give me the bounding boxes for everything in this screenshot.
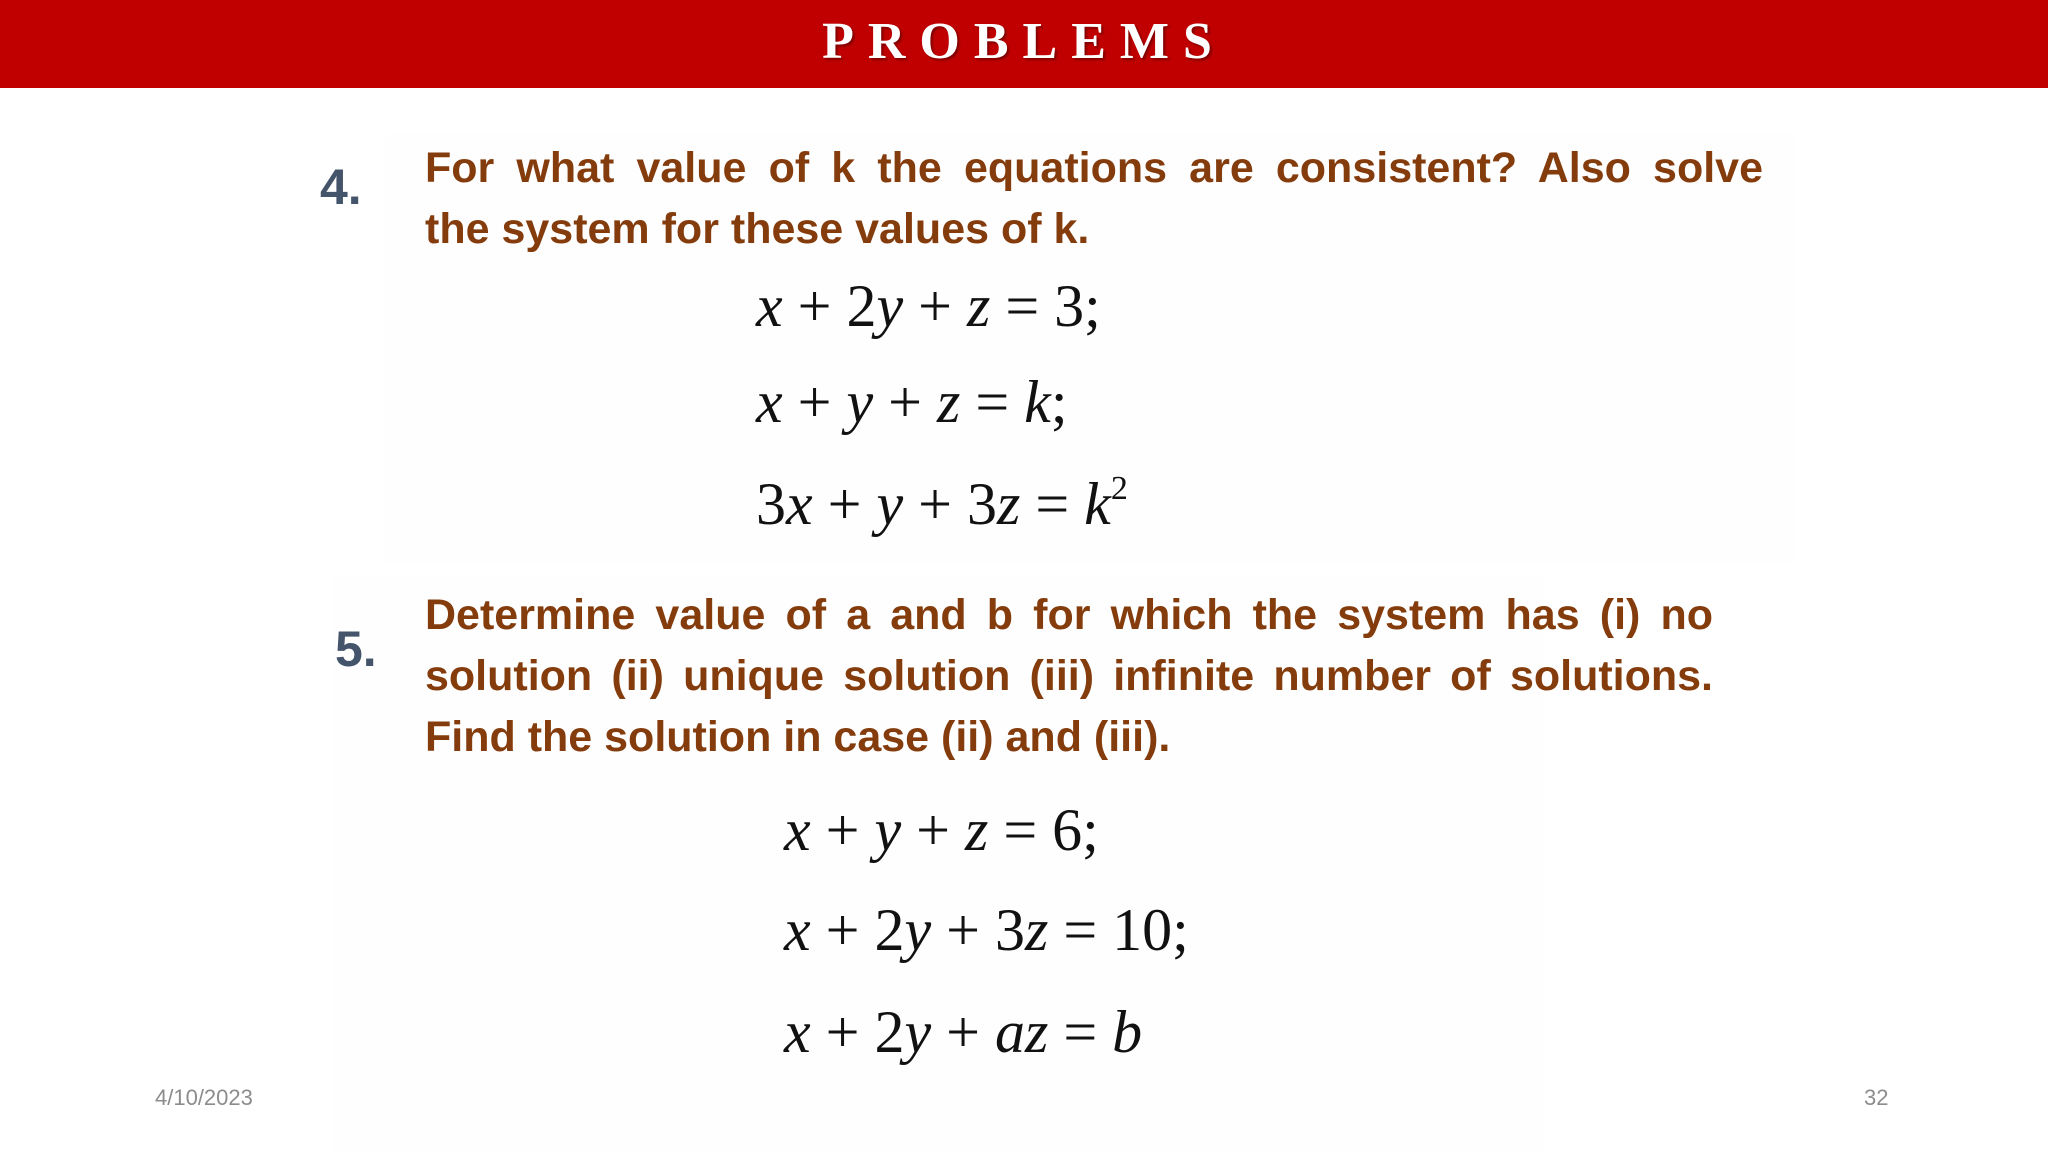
problem-4-number: 4. [320,159,362,215]
problem-4-question-line: the system for these values of k. [425,205,1090,253]
title-bar [0,0,2048,88]
problem-5-question [425,585,1713,768]
problem-4-question [425,138,1763,260]
problem-5-equation-1: x + y + z = 6; [784,797,1099,863]
problem-4-equation-3: $3x + y + 3z = k^2$ [756,470,1128,537]
problem-5-number: 5. [335,621,377,677]
problem-5-equation-3: x + 2y + az = b [784,999,1143,1065]
problem-4-equation-2: x + y + z = k; [756,369,1068,435]
problem-4-equation-1: x + 2y + z = 3; [756,273,1101,339]
slide-page-number: 32 [1864,1085,1889,1110]
problem-5-question-line: Determine value of a and b for which the system has (i) no [425,591,1713,639]
problem-5-question-line: solution (ii) unique solution (iii) infinite number of solutions. [425,652,1713,700]
slide-date: 4/10/2023 [155,1085,253,1110]
problem-4-question-line: For what value of k the equations are consistent? Also solve [425,144,1763,192]
problem-5-equation-2: x + 2y + 3z = 10; [784,897,1189,963]
slide-title: PROBLEMS [822,13,1226,70]
problem-5-question-line: Find the solution in case (ii) and (iii). [425,713,1171,761]
